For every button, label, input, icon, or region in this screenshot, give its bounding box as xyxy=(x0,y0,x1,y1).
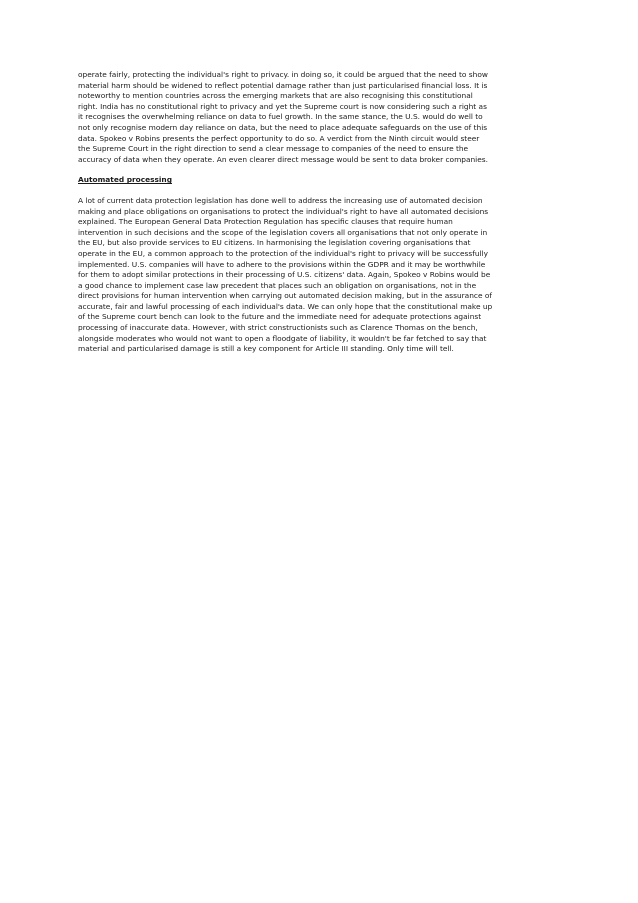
text-line: right. India has no constitutional right to privacy and yet the Supreme court is now considering such a right as xyxy=(78,101,487,111)
text-line: the Supreme Court in the right direction to send a clear message to companies of the need to ensure the xyxy=(78,144,469,154)
text-line: it recognises the overwhelming reliance on data to fuel growth. In the same stance, the U.S. would do well to xyxy=(78,112,483,122)
document-body xyxy=(78,70,564,355)
text-line: processing of inaccurate data. However, with strict constructionists such as Clarence Thomas on the bench, xyxy=(78,323,478,333)
text-line: of the Supreme court bench can look to the future and the immediate need for adequate protections against xyxy=(78,312,482,322)
paragraph-automated-processing xyxy=(78,196,564,355)
text-line: data. Spokeo v Robins presents the perfect opportunity to do so. A verdict from the Ninth circuit would steer xyxy=(78,133,480,143)
section-heading: Automated processing xyxy=(78,175,172,185)
text-line: material harm should be widened to reflect potential damage rather than just particularised financial loss. It is xyxy=(78,80,488,90)
paragraph-privacy-harm xyxy=(78,70,564,165)
text-line: accurate, fair and lawful processing of each individual's data. We can only hope that the constitutional make up xyxy=(78,301,493,311)
text-line: explained. The European General Data Protection Regulation has specific clauses that require human xyxy=(78,217,453,227)
text-line: the EU, but also provide services to EU citizens. In harmonising the legislation covering organisations that xyxy=(78,238,471,248)
text-line: intervention in such decisions and the scope of the legislation covers all organisations that not only operate in xyxy=(78,227,488,237)
text-line: making and place obligations on organisations to protect the individual's right to have all automated decisions xyxy=(78,206,489,216)
text-line: a good chance to implement case law precedent that places such an obligation on organisations, not in the xyxy=(78,280,477,290)
text-line: alongside moderates who would not want to open a floodgate of liability, it wouldn't be far fetched to say that xyxy=(78,333,487,343)
text-line: operate fairly, protecting the individual's right to privacy. in doing so, it could be argued that the need to show xyxy=(78,70,488,79)
text-line: noteworthy to mention countries across the emerging markets that are also recognising this constitutional xyxy=(78,91,473,101)
text-line: direct provisions for human intervention when carrying out automated decision making, but in the assurance of xyxy=(78,291,492,301)
text-line: implemented. U.S. companies will have to adhere to the provisions within the GDPR and it may be worthwhile xyxy=(78,259,486,269)
text-line: material and particularised damage is still a key component for Article III standing. Only time will tell. xyxy=(78,344,454,354)
text-line: operate in the EU, a common approach to the protection of the individual's right to privacy will be successfully xyxy=(78,248,488,258)
text-line: for them to adopt similar protections in their processing of U.S. citizens' data. Again, Spokeo v Robins would be xyxy=(78,270,491,280)
text-line: accuracy of data when they operate. An even clearer direct message would be sent to data broker companies. xyxy=(78,154,488,164)
text-line: A lot of current data protection legislation has done well to address the increasing use of automated decision xyxy=(78,195,483,205)
text-line: not only recognise modern day reliance on data, but the need to place adequate safeguards on the use of this xyxy=(78,122,488,132)
